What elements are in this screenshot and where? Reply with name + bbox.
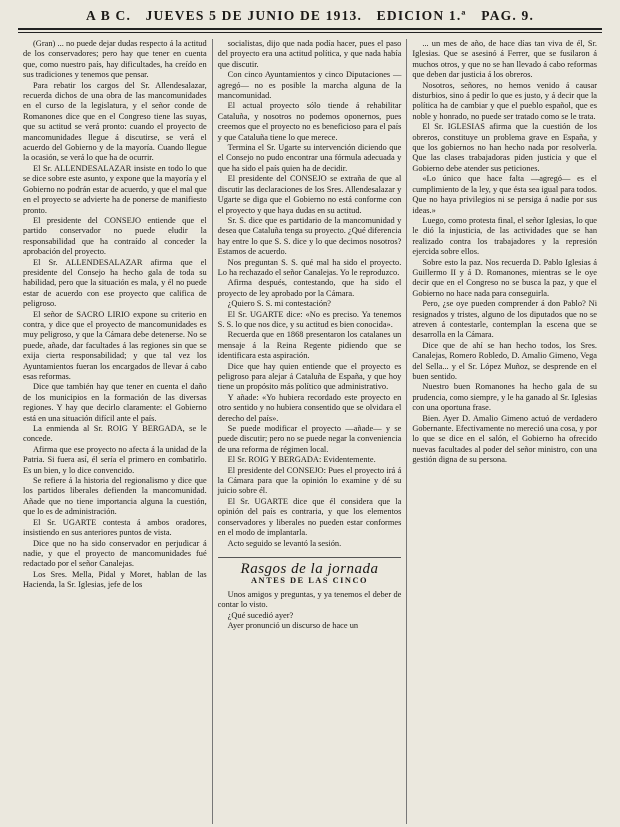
paragraph: Dice que hay quien entiende que el proyecto es peligroso para alejar á Cataluña de España, y que hoy tiene un propósito más político que administrativo. [217, 361, 402, 392]
paragraph: Afirma después, contestando, que ha sido el proyecto de ley aprobado por la Cámara. [217, 278, 402, 298]
paragraph: Se puede modificar el proyecto —añade— y se puede discutir; pero no se puede negar la conveniencia de una reforma de régimen local. [217, 424, 402, 454]
column-2 [213, 39, 408, 824]
section-paragraph: Ayer pronunció un discurso de hace un [227, 620, 359, 630]
paragraph: El presidente del CONSEJO: Pues el proyecto irá á la Cámara para que la opinión lo examine y dé su juicio sobre él. [217, 465, 402, 496]
paragraph: Para rebatir los cargos del Sr. Allendesalazar, recuerda dichos de una obra de las mancomunidades en el curso de la legislatura, y el señor conde de Romanones dice que en el Congreso tiene las suyas, que su actitud se verá pronto: cuando el proyecto de mancomunidades llegue á discutirse, se verá el acuerdo del Gobierno y de la mayoría. Cuando llegue la ocasión, se verá lo que ha de ocurrir. [23, 80, 207, 163]
header-rule [18, 28, 602, 30]
paragraph: Se refiere á la historia del regionalismo y dice que los partidos liberales defienden la mancomunidad. Añade que no tiene importancia alguna la cuestión, que lo es de administración. [23, 476, 207, 517]
paragraph: Los Sres. Mella, Pidal y Moret, hablan de las Hacienda, la Sr. Iglesias, jefe de los [23, 569, 207, 590]
paragraph: Nosotros, señores, no hemos venido á causar disturbios, sino á pedir lo que es justo, y á decir que la política ha de cambiar y que el pueblo español, que es noble y honrado, no puede ser tratado como se le trata. [412, 80, 598, 121]
newspaper-name: A B C. [85, 8, 132, 23]
paragraph: El señor de SACRO LIRIO expone su criterio en contra, y dice que el proyecto de mancomunidades es muy peligroso, y que la Cámara debe detenerse. No se puede, añade, dar facultades á las regiones sin que se exija cierta responsabilidad; y que tal vez los Ayuntamientos fueran los encargados de llevar á cabo esas reformas. [23, 309, 207, 381]
paragraph: Nos preguntan S. S. qué mal ha sido el proyecto. Lo ha rechazado el señor Canalejas. Yo le reproduzco. [217, 257, 402, 277]
section-paragraph: ¿Qué sucedió ayer? [227, 610, 294, 620]
header-rule-thin [18, 32, 602, 33]
paragraph: Luego, como protesta final, el señor Iglesias, lo que le dió la injusticia, de las actividades que se han realizado contra los trabajadores y la represión ejercida sobre ellos. [412, 215, 598, 257]
paragraph: Termina el Sr. Ugarte su intervención diciendo que el Consejo no pudo encontrar una fórmula adecuada y que ha sido el país quien ha de decidir. [217, 143, 402, 173]
edition-label: EDICION 1.ª [376, 8, 467, 23]
paragraph: Sobre esto la paz. Nos recuerda D. Pablo Iglesias á Guillermo II y á D. Romanones, mientras se le oye decir que en el Congreso no se busca la paz, y que el Gobierno no hace nada para conseguirla. [412, 257, 598, 298]
paragraph: ¿Quiero S. S. mi contestación? [227, 299, 331, 309]
paragraph: Y añade: «Yo hubiera recordado este proyecto en otro sentido y no hubiera consentido que se olvidara el derecho del país». [217, 392, 402, 423]
paragraph: El Sr. UGARTE dice que él considera que la opinión del país es contraria, y que los elementos conservadores y liberales no pueden estar conformes en el modo de implantarla. [217, 496, 402, 538]
page-number: PAG. 9. [481, 8, 535, 23]
paragraph: Pero, ¿se oye pueden comprender á don Pablo? Ni resignados y tristes, alguno de los diputados que no se atreven á contestarle, contemplan la escena que se desarrolla en la Cámara. [412, 299, 598, 340]
paragraph: El Sr. UGARTE dice: «No es preciso. Ya tenemos S. S. lo que nos dice, y su actitud es bien conocida». [217, 309, 402, 329]
paragraph: Recuerda que en 1868 presentaron los catalanes un mensaje á la Reina Regente pidiendo que se identificara esta aspiración. [217, 330, 402, 361]
column-3 [407, 39, 602, 824]
paragraph: El Sr. ROIG Y BERGADA: Evidentemente. [227, 455, 376, 465]
paragraph: Acto seguido se levantó la sesión. [227, 538, 342, 548]
paragraph: El Sr. IGLESIAS afirma que la cuestión de los obreros, constituye un problema grave en España, y que los gobiernos no han hecho nada por resolverla. Que las clases trabajadoras piden justicia y que el Gobierno debe atender sus peticiones. [412, 122, 598, 173]
paragraph: Nuestro buen Romanones ha hecho gala de su prudencia, como siempre, y le ha ganado al Sr. Iglesias con una oportuna frase. [412, 382, 598, 413]
paragraph: El presidente del CONSEJO entiende que el partido conservador no puede eludir la responsabilidad que ha contraído al conceder la aprobación del proyecto. [23, 215, 207, 257]
article-columns [18, 39, 602, 824]
paragraph: Bien. Ayer D. Amalio Gimeno actuó de verdadero Gobernante. Efectivamente no mereció una cosa, y por lo que se dice en el salón, el Gobierno ha ofrecido nuevas facultades al poder del señor ministro, con una gestión digna de su persona. [412, 413, 598, 465]
paragraph: Sr. S. dice que es partidario de la mancomunidad y desea que Cataluña tenga su proyecto. ¿Qué diferencia hay entre lo que S. S. dice y lo que decimos nosotros? Estamos de acuerdo. [217, 215, 402, 257]
paragraph: Dice que de ahí se han hecho todos, los Sres. Canalejas, Romero Robledo, D. Amalio Gimeno, Vega del Sella... y el Sr. López Muñoz, se desprende en el buen sentido. [412, 340, 598, 381]
paragraph: Dice que también hay que tener en cuenta el daño de los municipios en la formación de las diversas regiones. Y hay que decirlo claramente: el Gobierno está en una situación difícil ante el país. [23, 382, 207, 423]
paragraph: «Lo único que hace falta —agregó— es el cumplimiento de la ley, y que ésta sea igual para todos. Que no haya privilegios ni se persiga á nadie por sus ideas.» [412, 174, 598, 215]
column-1 [18, 39, 213, 824]
paragraph: Con cinco Ayuntamientos y cinco Diputaciones —agregó— no es posible la marcha alguna de la mancomunidad. [217, 70, 402, 101]
page-header [18, 6, 602, 26]
issue-date: JUEVES 5 DE JUNIO DE 1913. [145, 8, 363, 23]
section-title: Rasgos de la jornada [218, 557, 402, 574]
paragraph: Dice que no ha sido conservador en perjudicar á nadie, y que el proyecto de mancomunidades fué redactado por el señor Canalejas. [23, 538, 207, 569]
paragraph: Afirma que ese proyecto no afecta á la unidad de la Patria. Si fuera así, él sería el primero en combatirlo. Es un bien, y lo dice convencido. [23, 444, 207, 475]
paragraph: La enmienda al Sr. ROIG Y BERGADA, se le concede. [23, 424, 207, 444]
paragraph: El actual proyecto sólo tiende á rehabilitar Cataluña, y nosotros no podemos oponernos, pues creemos que el proyecto no es beneficioso para el país y que Cataluña tiene lo que merece. [217, 101, 402, 142]
paragraph: El Sr. ALLENDESALAZAR afirma que el presidente del Consejo ha hecho gala de toda su habilidad, pero que la situación es mala, y él no puede estar de acuerdo con ese proyecto que califica de peligroso. [23, 257, 207, 309]
paragraph: ... un mes de año, de hace días tan viva de él, Sr. Iglesias. Que se asesinó á Ferrer, que se fusilaron á muchos otros, y que no se han llevado á cabo reformas que deben dar justicia á los obreros. [412, 39, 598, 80]
paragraph: El presidente del CONSEJO se extraña de que al discutir las declaraciones de los Sres. Allendesalazar y Ugarte se diga que el Gobierno no está conforme con el proyecto y que haya dudas en su actitud. [217, 174, 402, 215]
section-subtitle: ANTES DE LAS CINCO [250, 576, 369, 586]
section-paragraph: Unos amigos y preguntas, y ya tenemos el deber de contar lo visto. [217, 589, 402, 610]
paragraph: El Sr. ALLENDESALAZAR insiste en todo lo que se dice sobre este asunto, y expone que la mayoría y el Gobierno no podrán estar de acuerdo, y que el mal que en el proyecto se advierte ha de ponerse de manifiesto pronto. [23, 163, 207, 215]
paragraph: El Sr. UGARTE contesta á ambos oradores, insistiendo en sus anteriores puntos de vista. [23, 517, 207, 538]
paragraph: (Gran) ... no puede dejar dudas respecto á la actitud de los conservadores; pero hay que tener en cuenta que, como nuestro país, hay dificultades, ha creído en sus tradiciones y tenemos que pensar. [23, 39, 207, 80]
paragraph: socialistas, dijo que nada podía hacer, pues el paso del proyecto era una actitud política, y que nada había que discutir. [217, 39, 402, 69]
